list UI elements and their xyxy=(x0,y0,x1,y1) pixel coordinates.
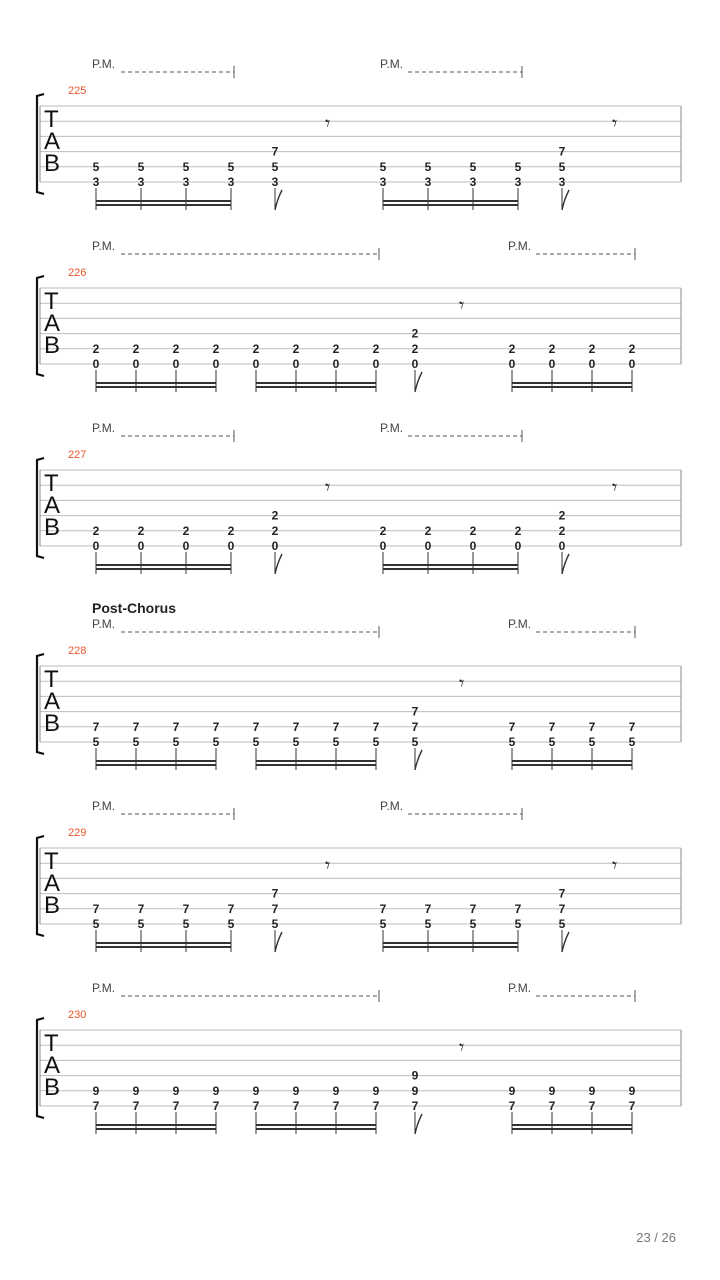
tab-clef-letter: A xyxy=(44,492,61,519)
fret-number: 2 xyxy=(469,523,477,538)
fret-number: 7 xyxy=(469,901,477,916)
fret-number: 0 xyxy=(271,539,279,553)
staff-228 xyxy=(37,600,681,770)
fret-number: 5 xyxy=(182,917,190,931)
fret-number: 7 xyxy=(411,719,419,734)
fret-number: 0 xyxy=(137,539,145,553)
tab-clef-letter: A xyxy=(44,310,61,337)
fret-number: 5 xyxy=(424,159,432,174)
eighth-rest: 𝄾 xyxy=(612,853,618,877)
fret-number: 7 xyxy=(182,901,190,916)
tab-clef-letter: A xyxy=(44,128,61,155)
fret-number: 2 xyxy=(411,326,419,341)
fret-number: 5 xyxy=(172,735,180,749)
fret-number: 7 xyxy=(628,1099,636,1113)
fret-number: 2 xyxy=(332,341,340,356)
fret-number: 9 xyxy=(252,1083,260,1098)
fret-number: 7 xyxy=(411,1099,419,1113)
fret-number: 0 xyxy=(332,357,340,371)
fret-number: 7 xyxy=(271,901,279,916)
palm-mute-label: P.M. xyxy=(92,239,116,253)
palm-mute-label: P.M. xyxy=(508,981,532,995)
eighth-rest: 𝄾 xyxy=(459,671,465,695)
fret-number: 0 xyxy=(132,357,140,371)
fret-number: 0 xyxy=(292,357,300,371)
fret-number: 5 xyxy=(411,735,419,749)
fret-number: 0 xyxy=(628,357,636,371)
fret-number: 5 xyxy=(92,917,100,931)
fret-number: 3 xyxy=(514,175,522,189)
fret-number: 2 xyxy=(628,341,636,356)
fret-number: 7 xyxy=(172,719,180,734)
fret-number: 5 xyxy=(227,917,235,931)
fret-number: 7 xyxy=(424,901,432,916)
fret-number: 7 xyxy=(588,1099,596,1113)
fret-number: 0 xyxy=(548,357,556,371)
fret-number: 5 xyxy=(132,735,140,749)
fret-number: 7 xyxy=(172,1099,180,1113)
fret-number: 9 xyxy=(292,1083,300,1098)
measure-number: 229 xyxy=(68,827,87,839)
fret-number: 2 xyxy=(92,341,100,356)
fret-number: 7 xyxy=(548,719,556,734)
fret-number: 2 xyxy=(137,523,145,538)
fret-number: 7 xyxy=(514,901,522,916)
fret-number: 5 xyxy=(271,159,279,174)
fret-number: 2 xyxy=(548,341,556,356)
fret-number: 2 xyxy=(558,508,566,523)
tab-clef-letter: T xyxy=(44,666,59,693)
fret-number: 3 xyxy=(558,175,566,189)
palm-mute-label: P.M. xyxy=(92,981,116,995)
fret-number: 5 xyxy=(514,917,522,931)
fret-number: 5 xyxy=(332,735,340,749)
fret-number: 0 xyxy=(508,357,516,371)
fret-number: 5 xyxy=(424,917,432,931)
palm-mute-label: P.M. xyxy=(508,239,532,253)
note-flag xyxy=(275,190,282,210)
note-flag xyxy=(562,554,569,574)
fret-number: 0 xyxy=(469,539,477,553)
fret-number: 0 xyxy=(92,357,100,371)
fret-number: 0 xyxy=(227,539,235,553)
fret-number: 0 xyxy=(558,539,566,553)
fret-number: 9 xyxy=(132,1083,140,1098)
fret-number: 5 xyxy=(252,735,260,749)
measure-number: 227 xyxy=(68,449,87,461)
fret-number: 7 xyxy=(558,886,566,901)
fret-number: 7 xyxy=(132,719,140,734)
measure-number: 228 xyxy=(68,645,87,657)
fret-number: 0 xyxy=(372,357,380,371)
fret-number: 9 xyxy=(508,1083,516,1098)
fret-number: 3 xyxy=(469,175,477,189)
tab-clef-letter: T xyxy=(44,1030,59,1057)
palm-mute-label: P.M. xyxy=(92,799,116,813)
fret-number: 5 xyxy=(372,735,380,749)
fret-number: 2 xyxy=(271,508,279,523)
tab-clef-letter: A xyxy=(44,1052,61,1079)
note-flag xyxy=(415,1114,422,1134)
fret-number: 0 xyxy=(514,539,522,553)
fret-number: 7 xyxy=(558,144,566,159)
fret-number: 0 xyxy=(588,357,596,371)
fret-number: 9 xyxy=(372,1083,380,1098)
fret-number: 2 xyxy=(411,341,419,356)
fret-number: 5 xyxy=(212,735,220,749)
fret-number: 7 xyxy=(332,1099,340,1113)
eighth-rest: 𝄾 xyxy=(459,293,465,317)
fret-number: 0 xyxy=(379,539,387,553)
tab-clef-letter: T xyxy=(44,470,59,497)
staff-227 xyxy=(37,421,681,574)
measure-number: 230 xyxy=(68,1009,87,1021)
fret-number: 0 xyxy=(92,539,100,553)
fret-number: 2 xyxy=(132,341,140,356)
fret-number: 7 xyxy=(212,719,220,734)
fret-number: 9 xyxy=(411,1083,419,1098)
eighth-rest: 𝄾 xyxy=(612,475,618,499)
fret-number: 7 xyxy=(292,1099,300,1113)
fret-number: 9 xyxy=(588,1083,596,1098)
note-flag xyxy=(415,750,422,770)
fret-number: 5 xyxy=(292,735,300,749)
tab-clef-letter: B xyxy=(44,710,61,737)
fret-number: 2 xyxy=(92,523,100,538)
fret-number: 7 xyxy=(372,719,380,734)
fret-number: 0 xyxy=(212,357,220,371)
tab-clef-letter: A xyxy=(44,688,61,715)
fret-number: 5 xyxy=(137,159,145,174)
measure-number: 226 xyxy=(68,267,87,279)
palm-mute-label: P.M. xyxy=(92,617,116,631)
fret-number: 5 xyxy=(182,159,190,174)
fret-number: 7 xyxy=(92,719,100,734)
staff-226 xyxy=(37,239,681,392)
fret-number: 9 xyxy=(332,1083,340,1098)
eighth-rest: 𝄾 xyxy=(325,475,331,499)
fret-number: 7 xyxy=(372,1099,380,1113)
fret-number: 2 xyxy=(172,341,180,356)
tab-clef-letter: B xyxy=(44,1074,61,1101)
fret-number: 5 xyxy=(558,159,566,174)
fret-number: 7 xyxy=(558,901,566,916)
fret-number: 7 xyxy=(628,719,636,734)
eighth-rest: 𝄾 xyxy=(612,111,618,135)
fret-number: 7 xyxy=(508,1099,516,1113)
fret-number: 5 xyxy=(558,917,566,931)
eighth-rest: 𝄾 xyxy=(325,853,331,877)
fret-number: 2 xyxy=(182,523,190,538)
fret-number: 5 xyxy=(469,159,477,174)
staff-229 xyxy=(37,799,681,952)
note-flag xyxy=(275,554,282,574)
fret-number: 5 xyxy=(588,735,596,749)
fret-number: 7 xyxy=(271,886,279,901)
measure-number: 225 xyxy=(68,85,87,97)
fret-number: 2 xyxy=(212,341,220,356)
fret-number: 7 xyxy=(132,1099,140,1113)
fret-number: 0 xyxy=(424,539,432,553)
tab-clef-letter: T xyxy=(44,288,59,315)
fret-number: 2 xyxy=(588,341,596,356)
fret-number: 2 xyxy=(372,341,380,356)
page-number: 23 / 26 xyxy=(636,1230,676,1245)
fret-number: 5 xyxy=(379,159,387,174)
fret-number: 2 xyxy=(558,523,566,538)
fret-number: 5 xyxy=(508,735,516,749)
tab-clef-letter: B xyxy=(44,332,61,359)
tab-clef-letter: B xyxy=(44,892,61,919)
palm-mute-label: P.M. xyxy=(380,421,404,435)
eighth-rest: 𝄾 xyxy=(459,1035,465,1059)
fret-number: 9 xyxy=(212,1083,220,1098)
tab-clef-letter: T xyxy=(44,106,59,133)
fret-number: 5 xyxy=(227,159,235,174)
fret-number: 7 xyxy=(252,719,260,734)
fret-number: 2 xyxy=(227,523,235,538)
staff-230 xyxy=(37,981,681,1134)
fret-number: 5 xyxy=(137,917,145,931)
fret-number: 3 xyxy=(271,175,279,189)
fret-number: 5 xyxy=(92,735,100,749)
fret-number: 0 xyxy=(411,357,419,371)
palm-mute-label: P.M. xyxy=(380,799,404,813)
note-flag xyxy=(415,372,422,392)
fret-number: 7 xyxy=(271,144,279,159)
fret-number: 2 xyxy=(508,341,516,356)
fret-number: 3 xyxy=(137,175,145,189)
fret-number: 0 xyxy=(172,357,180,371)
fret-number: 2 xyxy=(271,523,279,538)
fret-number: 5 xyxy=(271,917,279,931)
fret-number: 3 xyxy=(379,175,387,189)
fret-number: 2 xyxy=(379,523,387,538)
fret-number: 2 xyxy=(252,341,260,356)
fret-number: 7 xyxy=(332,719,340,734)
eighth-rest: 𝄾 xyxy=(325,111,331,135)
fret-number: 3 xyxy=(424,175,432,189)
fret-number: 0 xyxy=(182,539,190,553)
fret-number: 7 xyxy=(252,1099,260,1113)
fret-number: 9 xyxy=(628,1083,636,1098)
tab-clef-letter: B xyxy=(44,150,61,177)
tab-clef-letter: T xyxy=(44,848,59,875)
tab-clef-letter: A xyxy=(44,870,61,897)
note-flag xyxy=(562,190,569,210)
fret-number: 0 xyxy=(252,357,260,371)
fret-number: 5 xyxy=(514,159,522,174)
fret-number: 3 xyxy=(182,175,190,189)
fret-number: 5 xyxy=(92,159,100,174)
palm-mute-label: P.M. xyxy=(92,57,116,71)
fret-number: 5 xyxy=(469,917,477,931)
fret-number: 7 xyxy=(137,901,145,916)
fret-number: 7 xyxy=(92,901,100,916)
fret-number: 5 xyxy=(548,735,556,749)
fret-number: 7 xyxy=(508,719,516,734)
fret-number: 7 xyxy=(379,901,387,916)
fret-number: 7 xyxy=(411,704,419,719)
fret-number: 2 xyxy=(292,341,300,356)
fret-number: 9 xyxy=(411,1068,419,1083)
fret-number: 7 xyxy=(548,1099,556,1113)
fret-number: 7 xyxy=(588,719,596,734)
fret-number: 2 xyxy=(514,523,522,538)
fret-number: 7 xyxy=(92,1099,100,1113)
palm-mute-label: P.M. xyxy=(92,421,116,435)
fret-number: 2 xyxy=(424,523,432,538)
fret-number: 7 xyxy=(292,719,300,734)
note-flag xyxy=(275,932,282,952)
fret-number: 9 xyxy=(172,1083,180,1098)
fret-number: 9 xyxy=(548,1083,556,1098)
note-flag xyxy=(562,932,569,952)
palm-mute-label: P.M. xyxy=(380,57,404,71)
fret-number: 3 xyxy=(227,175,235,189)
fret-number: 7 xyxy=(212,1099,220,1113)
fret-number: 5 xyxy=(379,917,387,931)
fret-number: 5 xyxy=(628,735,636,749)
section-title: Post-Chorus xyxy=(92,600,176,616)
fret-number: 7 xyxy=(227,901,235,916)
tab-clef-letter: B xyxy=(44,514,61,541)
staff-225 xyxy=(37,57,681,210)
fret-number: 3 xyxy=(92,175,100,189)
fret-number: 9 xyxy=(92,1083,100,1098)
palm-mute-label: P.M. xyxy=(508,617,532,631)
